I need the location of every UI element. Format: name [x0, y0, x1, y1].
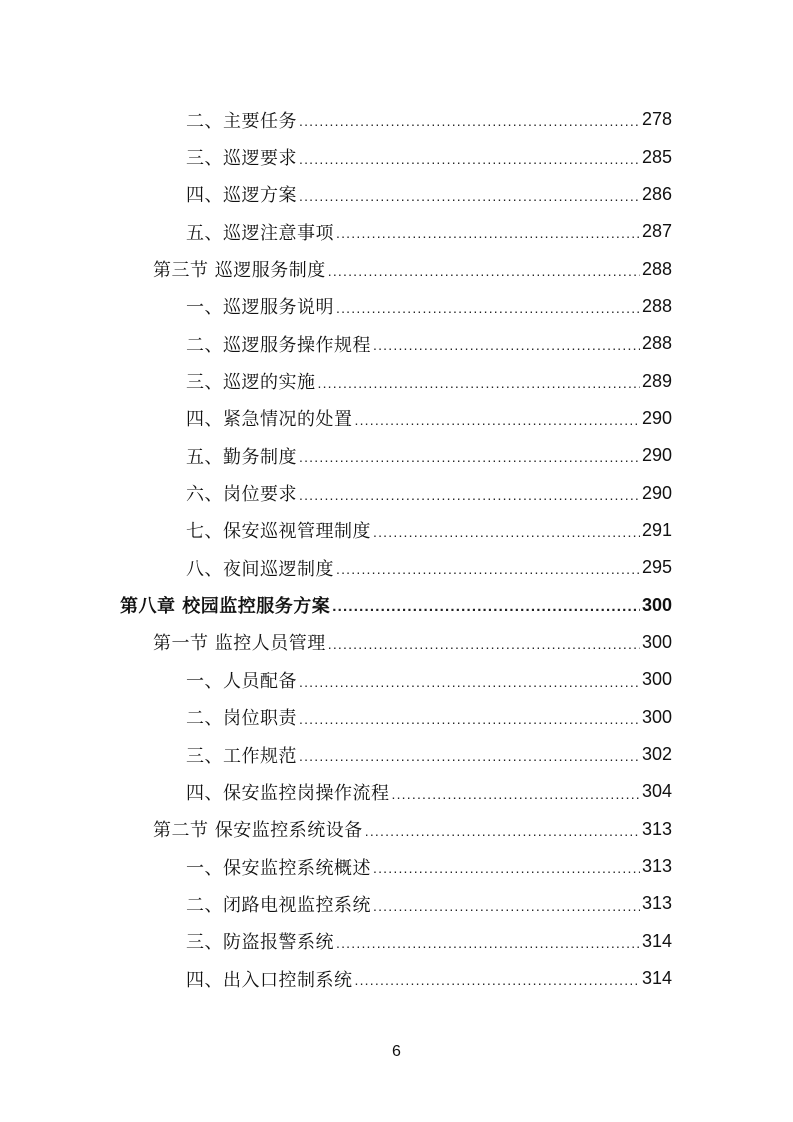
toc-dot-leader — [392, 787, 640, 801]
toc-section-entry[interactable] — [0, 624, 793, 661]
toc-dot-leader — [299, 152, 640, 166]
toc-entry-page: 290 — [641, 482, 672, 503]
toc-section-entry[interactable] — [0, 250, 793, 287]
toc-entry-page: 313 — [641, 856, 672, 877]
toc-entry-page: 288 — [641, 333, 672, 354]
toc-entry-page: 300 — [641, 631, 672, 652]
toc-entry-page: 278 — [641, 109, 672, 130]
toc-entry-title: 第八章 校园监控服务方案 — [120, 596, 331, 618]
toc-item-entry[interactable] — [0, 960, 793, 997]
toc-entry-page: 313 — [641, 893, 672, 914]
toc-entry-title: 二、闭路电视监控系统 — [186, 894, 371, 916]
toc-item-entry[interactable] — [0, 848, 793, 885]
toc-dot-leader — [355, 973, 640, 987]
toc-dot-leader — [299, 675, 640, 689]
toc-dot-leader — [299, 749, 640, 763]
toc-dot-leader — [373, 899, 640, 913]
toc-entry-title: 二、主要任务 — [186, 110, 297, 132]
toc-entry-title: 三、防盗报警系统 — [186, 932, 334, 954]
toc-entry-page: 290 — [641, 445, 672, 466]
toc-entry-page: 295 — [641, 557, 672, 578]
toc-item-entry[interactable] — [0, 437, 793, 474]
toc-item-entry[interactable] — [0, 400, 793, 437]
toc-entry-title: 五、巡逻注意事项 — [186, 222, 334, 244]
toc-entry-page: 286 — [641, 183, 672, 204]
toc-item-entry[interactable] — [0, 512, 793, 549]
toc-entry-page: 304 — [641, 781, 672, 802]
toc-item-entry[interactable] — [0, 176, 793, 213]
toc-item-entry[interactable] — [0, 362, 793, 399]
toc-chapter-entry[interactable] — [0, 586, 793, 623]
toc-entry-title: 第二节 保安监控系统设备 — [153, 820, 363, 842]
toc-dot-leader — [299, 712, 640, 726]
toc-dot-leader — [299, 189, 640, 203]
toc-item-entry[interactable] — [0, 736, 793, 773]
toc-entry-page: 288 — [641, 258, 672, 279]
toc-item-entry[interactable] — [0, 101, 793, 138]
toc-entry-title: 一、巡逻服务说明 — [186, 297, 334, 319]
toc-dot-leader — [299, 450, 640, 464]
toc-entry-title: 一、人员配备 — [186, 670, 297, 692]
page-number: 6 — [392, 1043, 401, 1060]
toc-entry-title: 四、出入口控制系统 — [186, 969, 353, 991]
toc-dot-leader — [299, 488, 640, 502]
toc-entry-page: 300 — [641, 669, 672, 690]
toc-item-entry[interactable] — [0, 213, 793, 250]
toc-item-entry[interactable] — [0, 288, 793, 325]
toc-entry-title: 七、保安巡视管理制度 — [186, 521, 371, 543]
toc-item-entry[interactable] — [0, 773, 793, 810]
toc-entry-page: 314 — [641, 968, 672, 989]
toc-entry-title: 四、保安监控岗操作流程 — [186, 782, 390, 804]
toc-entry-title: 二、巡逻服务操作规程 — [186, 334, 371, 356]
toc-dot-leader — [355, 413, 640, 427]
toc-entry-title: 五、勤务制度 — [186, 446, 297, 468]
toc-entry-title: 四、巡逻方案 — [186, 185, 297, 207]
toc-dot-leader — [365, 824, 640, 838]
toc-dot-leader — [328, 637, 640, 651]
toc-item-entry[interactable] — [0, 474, 793, 511]
toc-entry-title: 三、巡逻要求 — [186, 148, 297, 170]
toc-entry-page: 300 — [641, 594, 672, 615]
toc-item-entry[interactable] — [0, 923, 793, 960]
toc-entry-page: 300 — [641, 706, 672, 727]
toc-entry-title: 第三节 巡逻服务制度 — [153, 260, 326, 282]
toc-entry-title: 三、巡逻的实施 — [186, 372, 316, 394]
toc-item-entry[interactable] — [0, 699, 793, 736]
toc-dot-leader — [373, 861, 640, 875]
toc-item-entry[interactable] — [0, 661, 793, 698]
toc-entry-page: 314 — [641, 930, 672, 951]
toc-entry-title: 第一节 监控人员管理 — [153, 633, 326, 655]
toc-entry-title: 六、岗位要求 — [186, 484, 297, 506]
toc-item-entry[interactable] — [0, 885, 793, 922]
toc-dot-leader — [336, 301, 640, 315]
toc-entry-page: 291 — [641, 519, 672, 540]
toc-entry-page: 302 — [641, 744, 672, 765]
toc-section-entry[interactable] — [0, 811, 793, 848]
toc-entry-title: 一、保安监控系统概述 — [186, 857, 371, 879]
toc-dot-leader — [336, 936, 640, 950]
toc-dot-leader — [373, 525, 640, 539]
toc-entry-page: 313 — [641, 818, 672, 839]
toc-entry-title: 八、夜间巡逻制度 — [186, 558, 334, 580]
toc-entry-page: 285 — [641, 146, 672, 167]
toc-dot-leader — [318, 376, 640, 390]
toc-dot-leader — [373, 338, 640, 352]
toc-item-entry[interactable] — [0, 549, 793, 586]
toc-dot-leader — [336, 226, 640, 240]
toc-entry-title: 二、岗位职责 — [186, 708, 297, 730]
table-of-contents — [0, 101, 793, 997]
toc-dot-leader — [332, 600, 640, 614]
toc-item-entry[interactable] — [0, 138, 793, 175]
toc-entry-page: 287 — [641, 221, 672, 242]
toc-dot-leader — [336, 562, 640, 576]
toc-entry-title: 三、工作规范 — [186, 745, 297, 767]
toc-entry-title: 四、紧急情况的处置 — [186, 409, 353, 431]
toc-dot-leader — [328, 264, 640, 278]
toc-dot-leader — [299, 114, 640, 128]
toc-item-entry[interactable] — [0, 325, 793, 362]
toc-entry-page: 290 — [641, 407, 672, 428]
toc-entry-page: 288 — [641, 295, 672, 316]
toc-entry-page: 289 — [641, 370, 672, 391]
